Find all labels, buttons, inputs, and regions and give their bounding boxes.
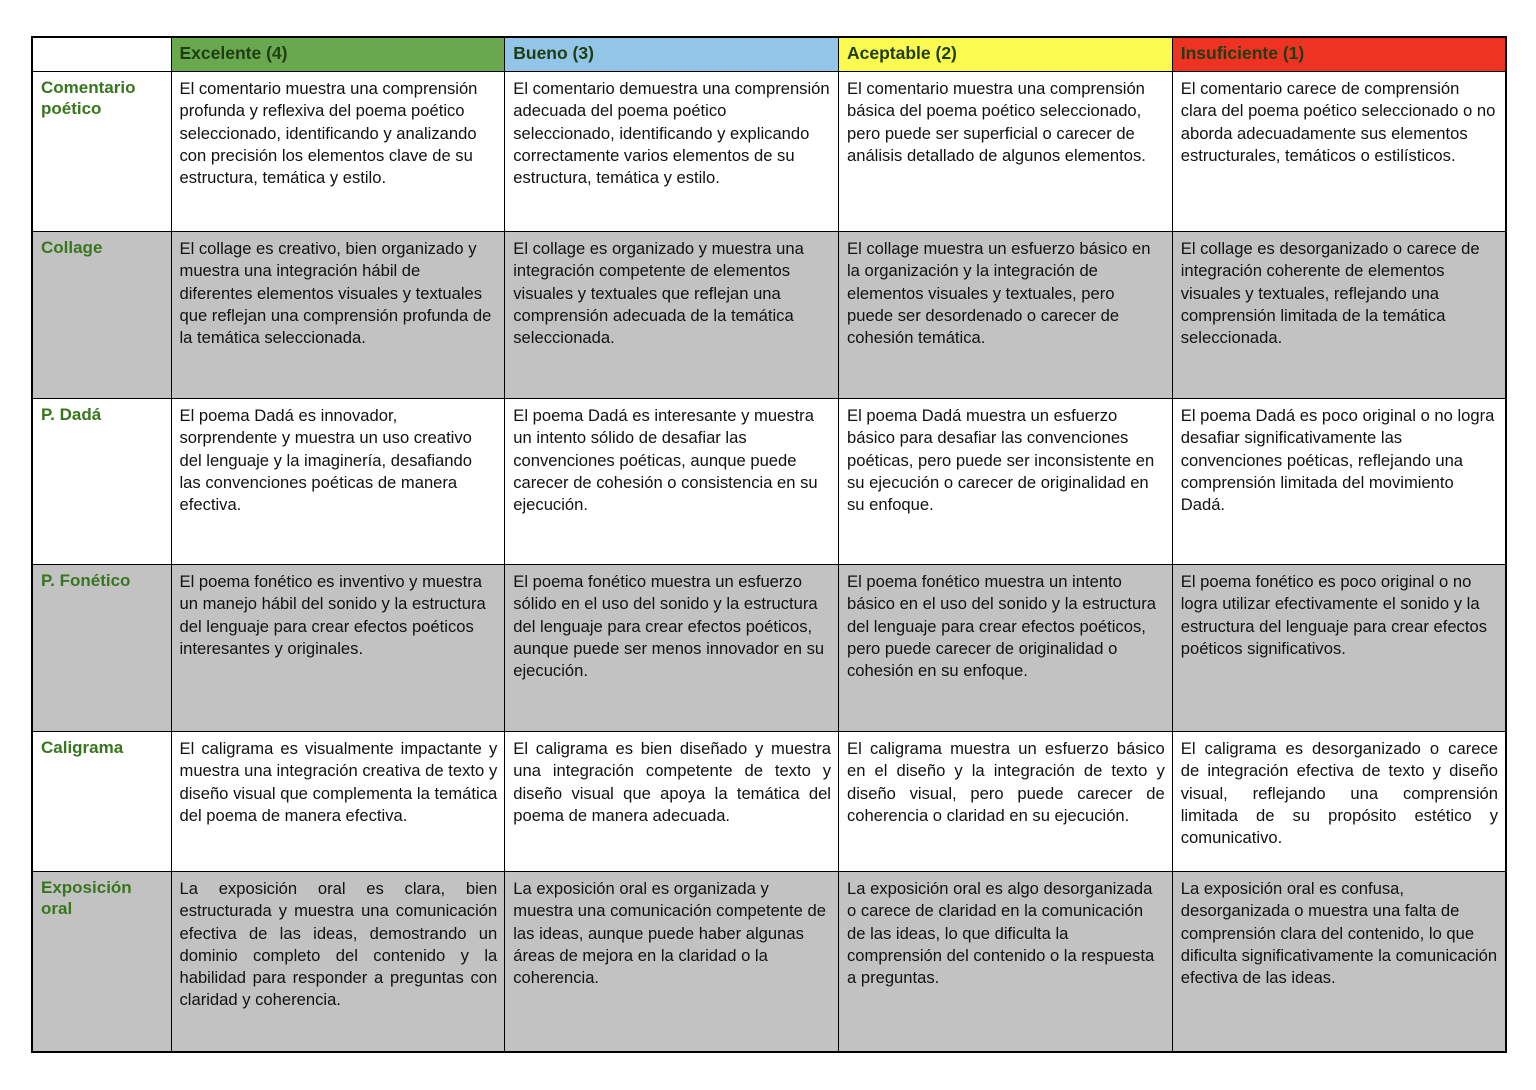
header-row	[32, 37, 1506, 72]
criterion-label: P. Fonético	[32, 565, 171, 732]
descriptor-cell: El poema fonético muestra un intento básico en el uso del sonido y la estructura del lenguaje para crear efectos poéticos, pero puede carecer de originalidad o cohesión en su enfoque.	[839, 565, 1173, 732]
descriptor-cell: El poema Dadá muestra un esfuerzo básico para desafiar las convenciones poéticas, pero puede ser inconsistente en su ejecución o carecer de originalidad en su enfoque.	[839, 399, 1173, 565]
rubric-table-body	[32, 72, 1506, 1052]
column-header-aceptable: Aceptable (2)	[839, 37, 1173, 72]
descriptor-cell: El collage es creativo, bien organizado y muestra una integración hábil de diferentes elementos visuales y textuales que reflejan una comprensión profunda de la temática seleccionada.	[171, 232, 505, 399]
rubric-table-head	[32, 37, 1506, 72]
criterion-label: P. Dadá	[32, 399, 171, 565]
descriptor-cell: La exposición oral es algo desorganizada o carece de claridad en la comunicación de las ideas, lo que dificulta la comprensión del contenido o la respuesta a preguntas.	[839, 872, 1173, 1052]
descriptor-cell: El caligrama es bien diseñado y muestra una integración competente de texto y diseño visual que apoya la temática del poema de manera adecuada.	[505, 732, 839, 872]
descriptor-cell: El comentario muestra una comprensión profunda y reflexiva del poema poético seleccionado, identificando y analizando con precisión los elementos clave de su estructura, temática y estilo.	[171, 72, 505, 232]
table-row	[32, 72, 1506, 232]
criterion-label: Caligrama	[32, 732, 171, 872]
criterion-label: Comentario poético	[32, 72, 171, 232]
descriptor-cell: El comentario demuestra una comprensión adecuada del poema poético seleccionado, identificando y explicando correctamente varios elementos de su estructura, temática y estilo.	[505, 72, 839, 232]
descriptor-cell: El caligrama es desorganizado o carece de integración efectiva de texto y diseño visual, reflejando una comprensión limitada de su propósito estético y comunicativo.	[1172, 732, 1506, 872]
table-row	[32, 399, 1506, 565]
table-row	[32, 732, 1506, 872]
column-header-insuficiente: Insuficiente (1)	[1172, 37, 1506, 72]
descriptor-cell: El collage muestra un esfuerzo básico en la organización y la integración de elementos visuales y textuales, pero puede ser desordenado o carecer de cohesión temática.	[839, 232, 1173, 399]
descriptor-cell: La exposición oral es organizada y muestra una comunicación competente de las ideas, aunque puede haber algunas áreas de mejora en la claridad o la coherencia.	[505, 872, 839, 1052]
descriptor-cell: El poema Dadá es interesante y muestra un intento sólido de desafiar las convenciones poéticas, aunque puede carecer de cohesión o consistencia en su ejecución.	[505, 399, 839, 565]
rubric-table	[31, 36, 1507, 1053]
criterion-label: Exposición oral	[32, 872, 171, 1052]
descriptor-cell: El poema Dadá es poco original o no logra desafiar significativamente las convenciones poéticas, reflejando una comprensión limitada del movimiento Dadá.	[1172, 399, 1506, 565]
descriptor-cell: El caligrama muestra un esfuerzo básico en el diseño y la integración de texto y diseño visual, pero puede carecer de coherencia o claridad en su ejecución.	[839, 732, 1173, 872]
column-header-excelente: Excelente (4)	[171, 37, 505, 72]
descriptor-cell: El collage es desorganizado o carece de integración coherente de elementos visuales y textuales, reflejando una comprensión limitada de la temática seleccionada.	[1172, 232, 1506, 399]
descriptor-cell: La exposición oral es confusa, desorganizada o muestra una falta de comprensión clara del contenido, lo que dificulta significativamente la comunicación efectiva de las ideas.	[1172, 872, 1506, 1052]
descriptor-cell: El poema fonético es inventivo y muestra un manejo hábil del sonido y la estructura del lenguaje para crear efectos poéticos interesantes y originales.	[171, 565, 505, 732]
table-row	[32, 232, 1506, 399]
descriptor-cell: El caligrama es visualmente impactante y muestra una integración creativa de texto y diseño visual que complementa la temática del poema de manera efectiva.	[171, 732, 505, 872]
descriptor-cell: El poema fonético es poco original o no logra utilizar efectivamente el sonido y la estructura del lenguaje para crear efectos poéticos significativos.	[1172, 565, 1506, 732]
descriptor-cell: El comentario muestra una comprensión básica del poema poético seleccionado, pero puede ser superficial o carecer de análisis detallado de algunos elementos.	[839, 72, 1173, 232]
table-row	[32, 872, 1506, 1052]
corner-cell	[32, 37, 171, 72]
descriptor-cell: El poema fonético muestra un esfuerzo sólido en el uso del sonido y la estructura del lenguaje para crear efectos poéticos, aunque puede ser menos innovador en su ejecución.	[505, 565, 839, 732]
column-header-bueno: Bueno (3)	[505, 37, 839, 72]
criterion-label: Collage	[32, 232, 171, 399]
table-row	[32, 565, 1506, 732]
descriptor-cell: El collage es organizado y muestra una integración competente de elementos visuales y textuales que reflejan una comprensión adecuada de la temática seleccionada.	[505, 232, 839, 399]
descriptor-cell: La exposición oral es clara, bien estructurada y muestra una comunicación efectiva de las ideas, demostrando un dominio completo del contenido y la habilidad para responder a preguntas con claridad y coherencia.	[171, 872, 505, 1052]
descriptor-cell: El poema Dadá es innovador, sorprendente y muestra un uso creativo del lenguaje y la imaginería, desafiando las convenciones poéticas de manera efectiva.	[171, 399, 505, 565]
descriptor-cell: El comentario carece de comprensión clara del poema poético seleccionado o no aborda adecuadamente sus elementos estructurales, temáticos o estilísticos.	[1172, 72, 1506, 232]
